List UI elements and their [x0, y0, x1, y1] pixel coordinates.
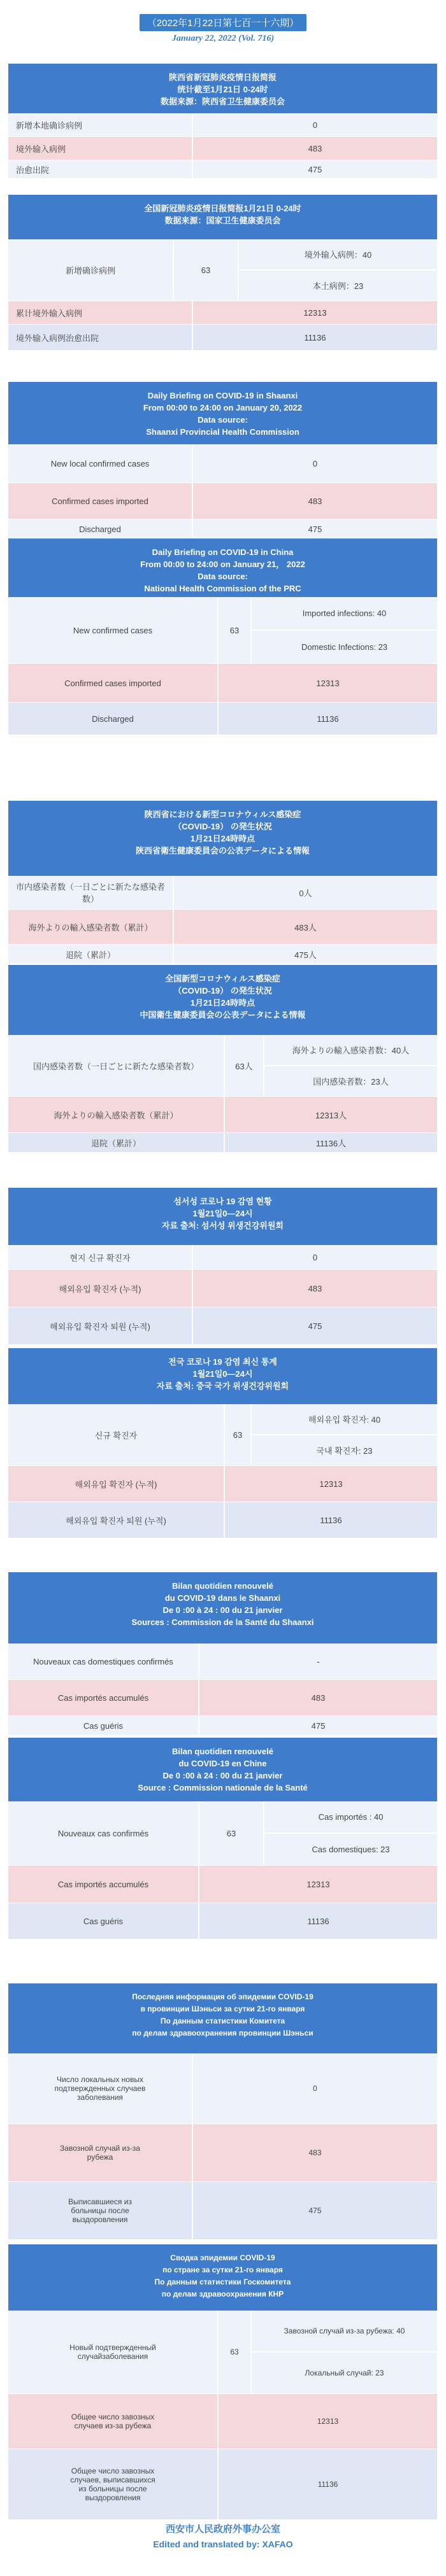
table-row: 해외유입 확진자 퇴원 (누적) 475	[8, 1307, 437, 1345]
table-row: Cas guéris 11136	[8, 1903, 437, 1939]
table-row: Cas importés accumulés 483	[8, 1680, 437, 1716]
table-row: 海外よりの輸入感染者数（累計） 483人	[8, 910, 437, 945]
zh-shaanxi-section	[8, 64, 437, 179]
ru-shaanxi-section	[8, 1983, 437, 2240]
table-row: 境外输入病例 483	[8, 137, 437, 160]
table-row: New local confirmed cases 0	[8, 444, 437, 483]
translation-credit: Edited and translated by: XAFAO	[153, 2539, 293, 2549]
ja-shaanxi-title: 陝西省における新型コロナウィルス感染症 （COVID-19） の発生状況 1月21日24時時点 陝西省衛生健康委員会の公表データによる情報	[8, 801, 437, 876]
table-row: Discharged 475	[8, 519, 437, 539]
table-row: Общее число завозных случаев из-за рубежа 12313	[8, 2394, 437, 2449]
table-row: Выписавшиеся из больницы после выздоровления 475	[8, 2182, 437, 2240]
zh-national-title: 全国新冠肺炎疫情日报简报1月21日 0-24时 数据来源：国家卫生健康委员会	[8, 195, 437, 239]
table-row: Общее число завозных случаев, выписавшихся из больницы после выздоровления 11136	[8, 2449, 437, 2520]
table-row: Discharged 11136	[8, 703, 437, 735]
ru-national-title: Сводка эпидемии COVID-19 по стране за сутки 21-го января По данным статистики Госкомитета по делам здравоохранения КНР	[8, 2244, 437, 2311]
table-row: Завозной случай из-за рубежа 483	[8, 2124, 437, 2182]
ru-national-section	[8, 2244, 437, 2520]
table-row: 治愈出院 475	[8, 160, 437, 179]
table-row: Cas importés accumulés 12313	[8, 1866, 437, 1903]
ja-national-title: 全国新型コロナウィルス感染症 （COVID-19） の発生状況 1月21日24時時点 中国衛生健康委員会の公表データによる情報	[8, 965, 437, 1035]
table-row: Nouveaux cas domestiques confirmés -	[8, 1643, 437, 1680]
table-row: 海外よりの輸入感染者数（累計） 12313人	[8, 1097, 437, 1133]
fr-shaanxi-title: Bilan quotidien renouvelé du COVID-19 dans le Shaanxi De 0 :00 à 24 : 00 du 21 janvier Sources : Commission de la Santé du Shaanxi	[8, 1572, 437, 1643]
table-row: 退院（累計） 11136人	[8, 1133, 437, 1153]
fr-national-section	[8, 1738, 437, 1939]
table-row: 현지 신규 확진자 0	[8, 1245, 437, 1270]
table-row: 해외유입 확진자 퇴원 (누적) 11136	[8, 1502, 437, 1538]
table-row: Confirmed cases imported 483	[8, 483, 437, 519]
ko-national-title: 전국 코로나 19 감염 최신 통계 1월21일0—24시 자료 출처: 중국 국가 위생건강위원회	[8, 1348, 437, 1404]
fr-national-title: Bilan quotidien renouvelé du COVID-19 en Chine De 0 :00 à 24 : 00 du 21 janvier Source : Commission nationale de la Santé	[8, 1738, 437, 1801]
publisher-name: 西安市人民政府外事办公室	[165, 2524, 280, 2535]
table-row: 해외유입 확진자 (누적) 12313	[8, 1466, 437, 1502]
table-row: Cas guéris 475	[8, 1716, 437, 1736]
fr-shaanxi-section	[8, 1572, 437, 1736]
table-row: Число локальных новых подтвержденных случаев заболевания 0	[8, 2053, 437, 2124]
ko-shaanxi-section	[8, 1188, 437, 1345]
ja-shaanxi-section	[8, 801, 437, 964]
en-national-section	[8, 538, 437, 735]
table-row: 退院（累計） 475人	[8, 945, 437, 964]
new-cases-row: Новый подтвержденный случайзаболевания 63 Завозной случай из-за рубежа: 40 Локальный случай: 23	[8, 2311, 437, 2394]
volume-badge: （2022年1月22日第七百一十六期）	[140, 14, 306, 31]
zh-shaanxi-title: 陕西省新冠肺炎疫情日报简报 统计截至1月21日 0-24时 数据来源：陕西省卫生健康委员会	[8, 64, 437, 113]
table-row: 市内感染者数（一日ごとに新たな感染者数） 0人	[8, 876, 437, 910]
ko-national-section	[8, 1348, 437, 1538]
ru-shaanxi-title: Последняя информация об эпидемии COVID-19 в провинции Шэньси за сутки 21-го января По данным статистики Комитета по делам здравоохранения провинции Шэньси	[8, 1983, 437, 2053]
new-cases-row: 新增确诊病例 63 境外输入病例：40 本土病例：23	[8, 239, 437, 301]
ja-national-section	[8, 965, 437, 1153]
issue-date: January 22, 2022 (Vol. 716)	[171, 34, 275, 43]
en-national-title: Daily Briefing on COVID-19 in China From 00:00 to 24:00 on January 21， 2022 Data source: National Health Commission of the PRC	[8, 538, 437, 597]
table-row: 해외유입 확진자 (누적) 483	[8, 1270, 437, 1307]
new-cases-row: New confirmed cases 63 Imported infections: 40 Domestic Infections: 23	[8, 597, 437, 664]
new-cases-row: 신규 확진자 63 해외유입 확진자: 40 국내 확진자: 23	[8, 1404, 437, 1466]
new-cases-row: 国内感染者数（一日ごとに新たな感染者数） 63人 海外よりの輸入感染者数：40人 国内感染者数：23人	[8, 1035, 437, 1097]
page-header	[0, 0, 446, 51]
page-footer	[0, 2522, 446, 2549]
en-shaanxi-title: Daily Briefing on COVID-19 in Shaanxi From 00:00 to 24:00 on January 20, 2022 Data source: Shaanxi Provincial Health Commission	[8, 382, 437, 444]
table-row: 新增本地确诊病例 0	[8, 113, 437, 137]
ko-shaanxi-title: 섬서성 코로나 19 감염 현황 1월21일0—24시 자료 출처: 섬서성 위생건강위원회	[8, 1188, 437, 1245]
table-row: 境外输入病例治愈出院 11136	[8, 325, 437, 351]
en-shaanxi-section	[8, 382, 437, 539]
table-row: 累计境外输入病例 12313	[8, 301, 437, 325]
new-cases-row: Nouveaux cas confirmés 63 Cas importés : 40 Cas domestiques: 23	[8, 1801, 437, 1866]
table-row: Confirmed cases imported 12313	[8, 664, 437, 703]
zh-national-section	[8, 195, 437, 351]
